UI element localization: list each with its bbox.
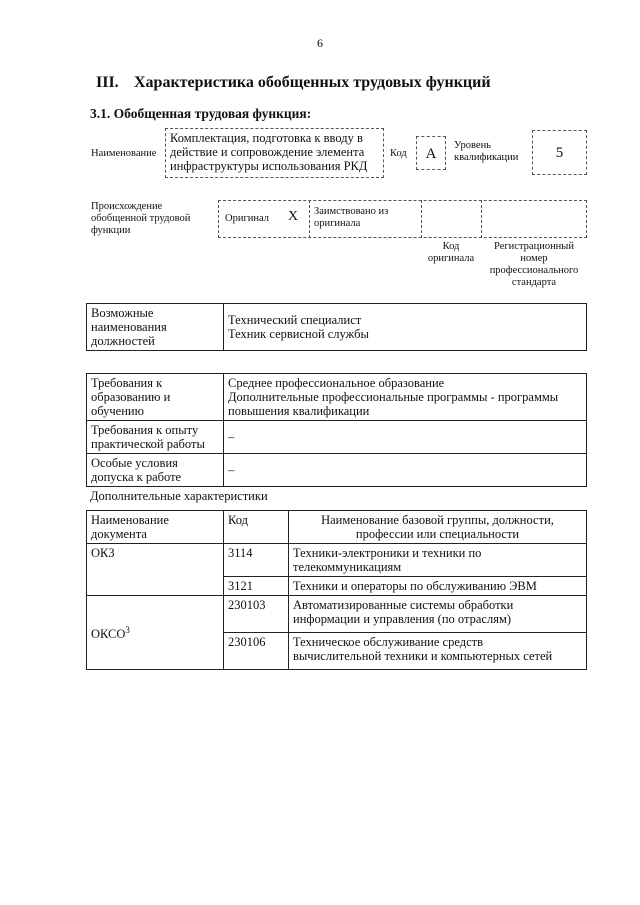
level-label bbox=[454, 140, 518, 164]
caption-line: Регистрационный bbox=[494, 241, 574, 252]
row-code: 230103 bbox=[224, 596, 289, 633]
name-line: информации и управления (по отраслям) bbox=[293, 612, 512, 626]
okso-footnote: 3 bbox=[125, 625, 130, 636]
table-row bbox=[87, 544, 587, 577]
doc-okz: ОКЗ bbox=[87, 544, 224, 596]
label-line: Возможные bbox=[91, 306, 154, 320]
requirements-table bbox=[86, 373, 587, 487]
origin-label-line: функции bbox=[91, 225, 131, 236]
header-line: Наименование базовой группы, должности, bbox=[321, 513, 554, 527]
name-line: Техническое обслуживание средств bbox=[293, 635, 483, 649]
table-row bbox=[87, 421, 587, 454]
name-line: Техники-электроники и техники по bbox=[293, 546, 482, 560]
additional-table bbox=[86, 510, 587, 670]
label-line: Требования к опыту bbox=[91, 423, 199, 437]
origin-box bbox=[218, 200, 587, 238]
table-row bbox=[87, 454, 587, 487]
caption-line: номер bbox=[520, 253, 548, 264]
table-row bbox=[87, 374, 587, 421]
level-label-line: Уровень bbox=[454, 140, 491, 151]
origin-label-line: Происхождение bbox=[91, 201, 163, 212]
name-line: Автоматизированные системы обработки bbox=[293, 598, 514, 612]
value-line: Среднее профессиональное образование bbox=[228, 376, 445, 390]
borrowed-label bbox=[314, 206, 388, 230]
row-name bbox=[289, 633, 587, 670]
original-mark: X bbox=[288, 209, 299, 224]
name-line: телекоммуникациям bbox=[293, 560, 402, 574]
reg-number-caption bbox=[481, 241, 587, 289]
positions-values bbox=[224, 304, 587, 351]
row-code: 3114 bbox=[224, 544, 289, 577]
function-name-box bbox=[165, 128, 384, 178]
caption-line: стандарта bbox=[511, 277, 557, 288]
name-label: Наименование bbox=[91, 148, 157, 159]
header-line: профессии или специальности bbox=[355, 527, 520, 541]
row-name bbox=[289, 596, 587, 633]
requirement-label bbox=[87, 454, 224, 487]
header-doc bbox=[87, 511, 224, 544]
level-label-line: квалификации bbox=[454, 152, 519, 163]
position-item: Технический специалист bbox=[228, 313, 362, 327]
origin-divider bbox=[421, 200, 422, 238]
label-line: практической работы bbox=[91, 437, 205, 451]
requirement-label bbox=[87, 421, 224, 454]
label-line: образованию и bbox=[91, 390, 171, 404]
value-line: – bbox=[228, 430, 235, 444]
label-line: Требования к bbox=[91, 376, 163, 390]
section-title: Характеристика обобщенных трудовых функций bbox=[134, 74, 491, 91]
original-label: Оригинал bbox=[225, 213, 269, 224]
caption-line: профессионального bbox=[489, 265, 579, 276]
header-line: документа bbox=[91, 527, 147, 541]
origin-label bbox=[91, 201, 190, 237]
requirement-value bbox=[224, 374, 587, 421]
label-line: должностей bbox=[91, 334, 155, 348]
page-number: 6 bbox=[317, 36, 323, 50]
row-code: 3121 bbox=[224, 577, 289, 596]
caption-line: Код bbox=[442, 241, 460, 252]
doc-okso bbox=[87, 596, 224, 670]
row-name bbox=[289, 544, 587, 577]
label-line: допуска к работе bbox=[91, 470, 182, 484]
level-value: 5 bbox=[532, 130, 587, 175]
table-row bbox=[87, 304, 587, 351]
header-line: Наименование bbox=[91, 513, 169, 527]
positions-label bbox=[87, 304, 224, 351]
label-line: обучению bbox=[91, 404, 144, 418]
label-line: наименования bbox=[91, 320, 167, 334]
additional-title: Дополнительные характеристики bbox=[90, 489, 268, 503]
borrowed-line: оригинала bbox=[314, 218, 361, 229]
header-name bbox=[289, 511, 587, 544]
row-name bbox=[289, 577, 587, 596]
section-number: III. bbox=[96, 74, 119, 91]
position-item: Техник сервисной службы bbox=[228, 327, 369, 341]
label-line: Особые условия bbox=[91, 456, 178, 470]
requirement-value bbox=[224, 421, 587, 454]
name-line: Техники и операторы по обслуживанию ЭВМ bbox=[293, 579, 537, 593]
name-line: вычислительной техники и компьютерных сетей bbox=[293, 649, 553, 663]
code-original-caption bbox=[421, 241, 481, 265]
section-heading bbox=[96, 74, 491, 92]
row-code: 230106 bbox=[224, 633, 289, 670]
table-header-row bbox=[87, 511, 587, 544]
okso-text: ОКСО bbox=[91, 627, 126, 642]
function-name-line: инфраструктуры использования РКД bbox=[170, 159, 368, 173]
value-line: повышения квалификации bbox=[228, 404, 370, 418]
function-name-line: действие и сопровождение элемента bbox=[170, 145, 365, 159]
borrowed-line: Заимствовано из bbox=[314, 206, 389, 217]
value-line: Дополнительные профессиональные программы - программы bbox=[228, 390, 559, 404]
requirement-value bbox=[224, 454, 587, 487]
origin-divider bbox=[481, 200, 482, 238]
subsection-heading: 3.1. Обобщенная трудовая функция: bbox=[90, 106, 312, 121]
origin-divider bbox=[309, 200, 310, 238]
caption-line: оригинала bbox=[427, 253, 475, 264]
header-code: Код bbox=[224, 511, 289, 544]
code-value: А bbox=[416, 136, 446, 170]
requirement-label bbox=[87, 374, 224, 421]
positions-table bbox=[86, 303, 587, 351]
value-line: – bbox=[228, 463, 235, 477]
code-label: Код bbox=[390, 148, 407, 159]
table-row bbox=[87, 596, 587, 633]
origin-label-line: обобщенной трудовой bbox=[91, 213, 191, 224]
function-name-line: Комплектация, подготовка к вводу в bbox=[170, 131, 363, 145]
